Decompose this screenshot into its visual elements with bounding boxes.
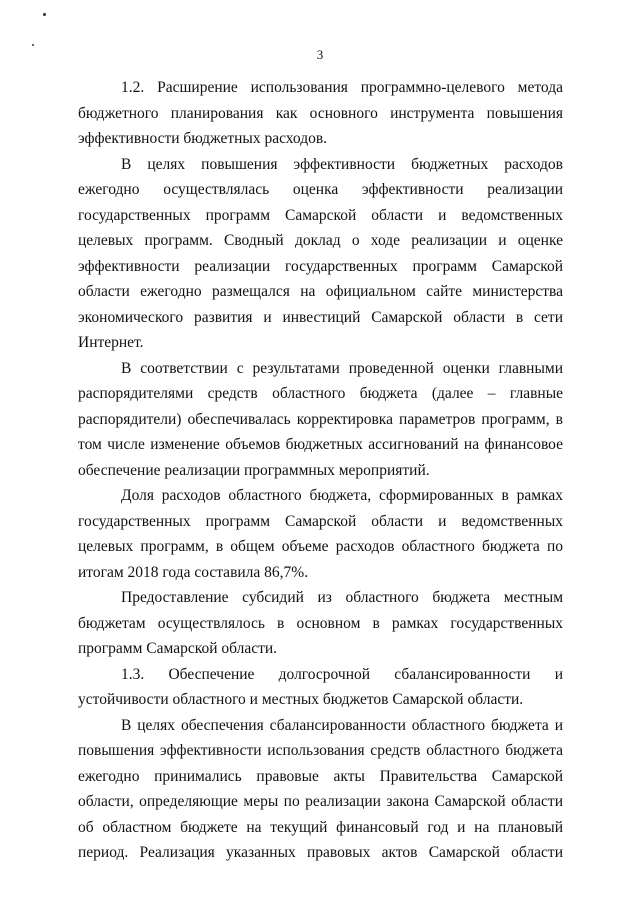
paragraph-section-1-3-heading: 1.3. Обеспечение долгосрочной сбалансированности и устойчивости областного и местных бюджетов Самарской области. — [78, 665, 563, 708]
paragraph-section-1-2-heading: 1.2. Расширение использования программно-целевого метода бюджетного планирования как основного инструмента повышения эффективности бюджетных расходов. — [78, 79, 563, 147]
document-body — [78, 75, 563, 866]
paragraph-expenditure-share: Доля расходов областного бюджета, сформированных в рамках государственных программ Самарской области и ведомственных целевых программ, в общем объеме расходов областного бюджета по итогам 2018 года составила 86,7%. — [78, 487, 563, 581]
page-number: 3 — [316, 47, 324, 62]
scan-speck — [43, 13, 46, 16]
paragraph-subsidies: Предоставление субсидий из областного бюджета местным бюджетам осуществлялось в основном в рамках государственных программ Самарской области. — [78, 589, 563, 657]
scan-speck — [32, 44, 34, 46]
paragraph-efficiency-assessment: В целях повышения эффективности бюджетных расходов ежегодно осуществлялась оценка эффективности реализации государственных программ Самарской области и ведомственных целевых программ. Сводный доклад о ходе реализации и оценке эффективности реализации государственных программ Самарской области ежегодно размещался на официальном сайте министерства экономического развития и инвестиций Самарской области в сети Интернет. — [78, 155, 563, 351]
paragraph-program-adjustment: В соответствии с результатами проведенной оценки главными распорядителями средств областного бюджета (далее – главные распорядители) обеспечивалась корректировка параметров программ, в том числе изменение объемов бюджетных ассигнований на финансовое обеспечение реализации программных мероприятий. — [78, 359, 563, 479]
paragraph-budget-balance: В целях обеспечения сбалансированности областного бюджета и повышения эффективности использования средств областного бюджета ежегодно принимались правовые акты Правительства Самарской области, определяющие меры по реализации закона Самарской области об областном бюджете на текущий финансовый год и на плановый период. Реализация указанных правовых актов Самарской области — [78, 716, 563, 861]
